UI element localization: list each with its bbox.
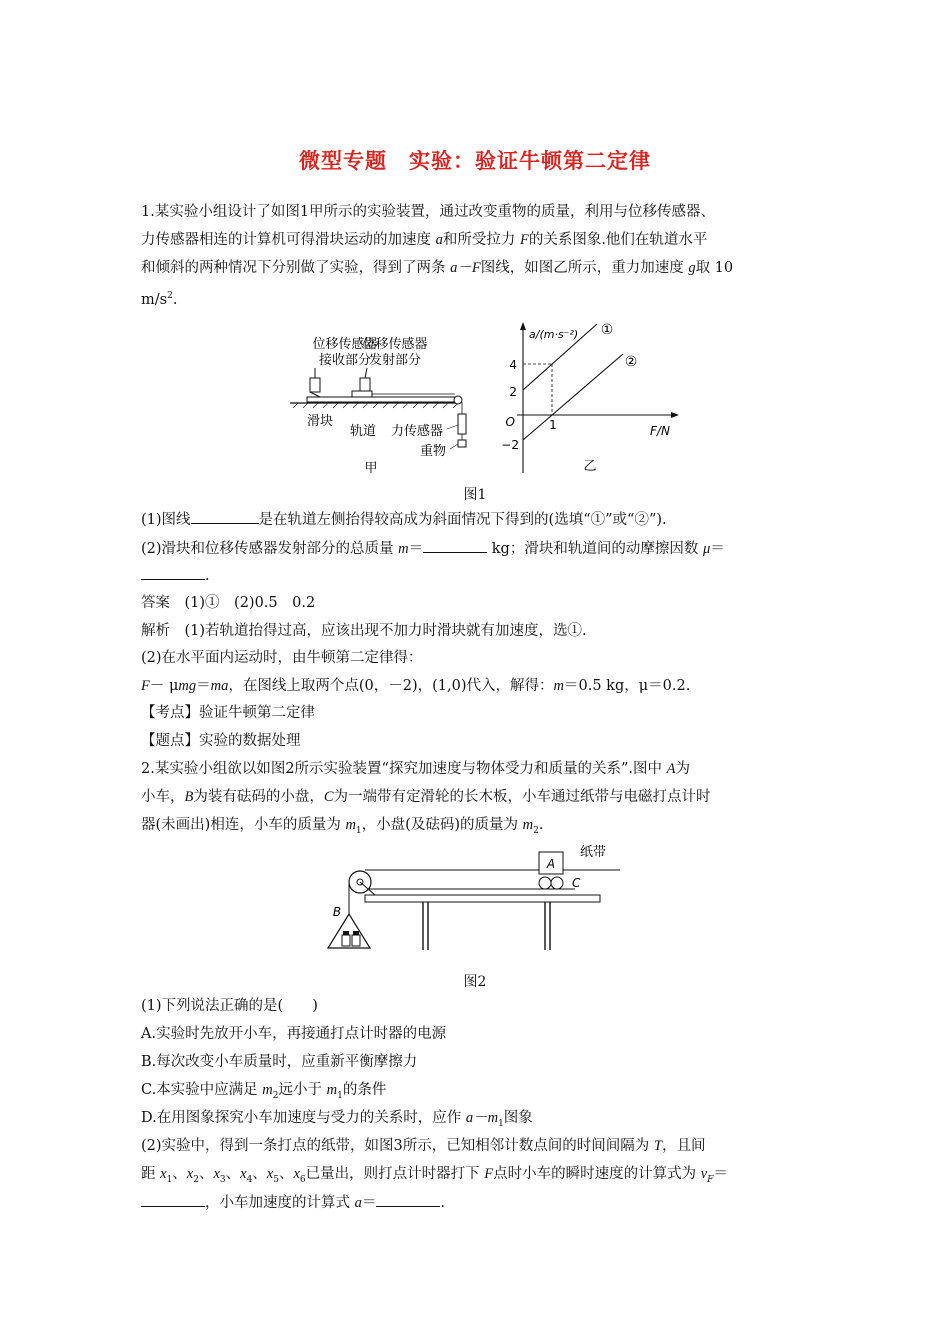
option-C[interactable]: C.本实验中应满足 $m_2$远小于 $m_1$的条件 <box>141 1082 387 1101</box>
q1-line-3: 和倾斜的两种情况下分别做了实验，得到了两条 a－F图线，如图乙所示，重力加速度 g取 10 <box>141 260 734 276</box>
page-title: 微型专题 实验：验证牛顿第二定律 <box>299 149 651 173</box>
option-A[interactable]: A.实验时先放开小车，再接通打点计时器的电源 <box>141 1026 447 1042</box>
label-sender-2: 发射部分 <box>368 353 422 368</box>
sender-box <box>360 378 370 391</box>
tick-x1: 1 <box>549 418 557 432</box>
tidian-line: 【题点】实验的数据处理 <box>141 733 301 749</box>
graph-line-2 <box>523 354 623 440</box>
q2-part1: (1)下列说法正确的是( ) <box>141 998 318 1014</box>
analysis-line-3: F－ μmg＝ma，在图线上取两个点(0，－2)，(1,0)代入，解得：m＝0.5 kg，μ＝0.2. <box>141 678 691 694</box>
answer-blank-mass[interactable] <box>423 538 487 553</box>
analysis-line-2: (2)在水平面内运动时，由牛顿第二定律得： <box>141 650 423 666</box>
label-force-sensor: 力传感器 <box>390 424 444 439</box>
q1-part2: (2)滑块和位移传感器发射部分的总质量 m＝ kg；滑块和轨道间的动摩擦因数 μ＝ <box>141 538 821 559</box>
label-tape: 纸带 <box>580 845 607 860</box>
answer-blank-velocity[interactable] <box>141 1192 205 1207</box>
weight-block <box>458 440 466 447</box>
pulley <box>454 396 462 404</box>
graph-line-1-label: ① <box>600 322 614 338</box>
label-slider: 滑块 <box>306 414 334 429</box>
slider-block <box>352 391 372 397</box>
label-sender-1: 位移传感器 <box>362 337 428 352</box>
figure1-caption: 图1 <box>463 487 487 503</box>
q1-part2-cont: . <box>141 565 821 586</box>
answer-blank-1[interactable] <box>191 509 259 524</box>
q1-part1: (1)图线 是在轨道左侧抬得较高成为斜面情况下得到的(选填“①”或“②”). <box>141 509 821 530</box>
tick-yneg2: −2 <box>501 438 519 452</box>
q2-part2-line-2: 距 $x_1$、$x_2$、$x_3$、$x_4$、$x_5$、$x_6$已量出，则打点计时器打下 F点时小车的瞬时速度的计算式为 $v_F=$ <box>141 1166 728 1185</box>
q2-line-1: 2.某实验小组欲以如图2所示实验装置“探究加速度与物体受力和质量的关系”.图中 A为 <box>141 761 690 777</box>
label-receiver-2: 接收部分 <box>318 353 372 368</box>
label-B: B <box>332 905 342 919</box>
label-track: 轨道 <box>349 424 377 439</box>
q2-line-2: 小车，B为装有砝码的小盘，C为一端带有定滑轮的长木板，小车通过纸带与电磁打点计时 <box>141 789 711 805</box>
label-jia: 甲 <box>364 461 378 476</box>
q2-part2-line-3: ，小车加速度的计算式 a＝ . <box>141 1192 821 1213</box>
force-sensor <box>458 414 466 434</box>
x-axis-label: F/N <box>650 424 670 438</box>
figure1-graph <box>495 318 685 478</box>
label-receiver-1: 位移传感器 <box>312 337 378 352</box>
q1-line-1: 1.某实验小组设计了如图1甲所示的实验装置，通过改变重物的质量，利用与位移传感器、 <box>141 204 716 220</box>
option-D[interactable]: D.在用图象探究小车加速度与受力的关系时，应作 $a-m_1$图象 <box>141 1110 533 1129</box>
q2-part2-line-1: (2)实验中，得到一条打点的纸带，如图3所示，已知相邻计数点间的时间间隔为 T，且间 <box>141 1138 706 1154</box>
label-yi: 乙 <box>583 459 597 474</box>
label-weight: 重物 <box>419 444 447 459</box>
table-board <box>365 895 600 902</box>
answer-blank-acceleration[interactable] <box>376 1192 440 1207</box>
figure2-caption: 图2 <box>463 974 487 990</box>
tick-y4: 4 <box>509 358 517 372</box>
q2-line-3: 器(未画出)相连，小车的质量为 $m_1$，小盘(及砝码)的质量为 $m_2$. <box>141 817 544 836</box>
tick-y2: 2 <box>509 385 517 399</box>
origin-label: O <box>505 415 515 429</box>
y-axis-label: a/(m·s⁻²) <box>529 328 579 341</box>
label-C: C <box>572 876 581 890</box>
q1-line-4: $m/s^2$. <box>141 291 178 308</box>
figure2-apparatus <box>325 838 625 968</box>
answer-blank-mu[interactable] <box>141 565 205 580</box>
option-B[interactable]: B.每次改变小车质量时，应重新平衡摩擦力 <box>141 1054 418 1070</box>
q1-line-2: 力传感器相连的计算机可得滑块运动的加速度 a和所受拉力 F的关系图象.他们在轨道水平 <box>141 232 708 248</box>
kaodian-line: 【考点】验证牛顿第二定律 <box>141 705 315 721</box>
analysis-line-1: 解析 (1)若轨道抬得过高，应该出现不加力时滑块就有加速度，选①. <box>141 623 587 639</box>
label-A: A <box>546 857 556 871</box>
answer-line: 答案 (1)① (2)0.5 0.2 <box>141 595 316 611</box>
receiver-box <box>310 378 320 392</box>
figure1-apparatus <box>285 330 485 478</box>
graph-line-2-label: ② <box>624 354 638 370</box>
